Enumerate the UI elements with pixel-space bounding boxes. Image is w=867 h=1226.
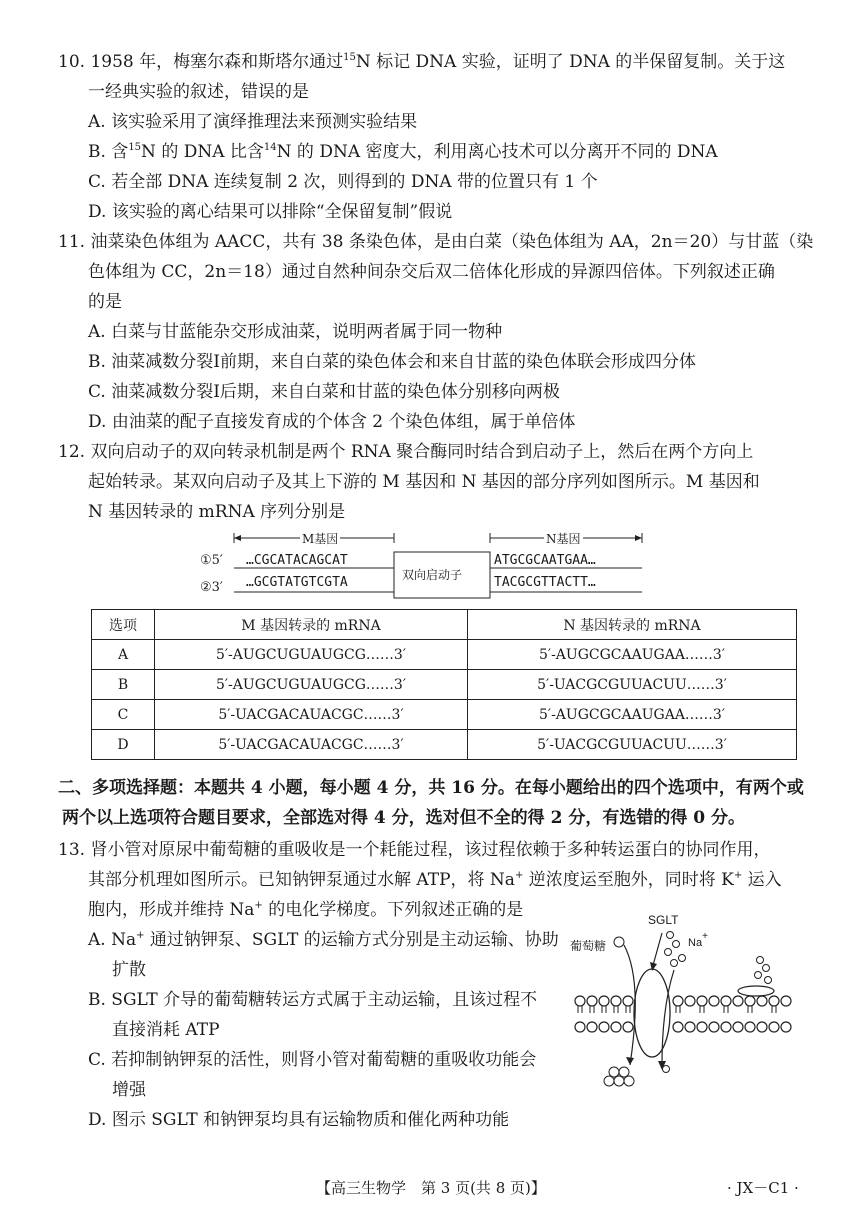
table-cell: C bbox=[92, 700, 155, 730]
footer-page-info: 【高三生物学 第 3 页(共 8 页)】 bbox=[316, 1179, 546, 1197]
superscript: + bbox=[733, 870, 743, 881]
q10-text: N 标记 DNA 实验，证明了 DNA 的半保留复制。关于这 bbox=[355, 52, 786, 72]
m-seq2: …GCGTATGTCGTA bbox=[246, 575, 348, 590]
q10-stem-line2: 一经典实验的叙述，错误的是 bbox=[88, 82, 309, 102]
q10-stem-line1 bbox=[58, 47, 785, 77]
m-seq1: …CGCATACAGCAT bbox=[246, 553, 348, 568]
table-cell: 5′-AUGCGCAAUGAA……3′ bbox=[468, 640, 797, 670]
glucose-label: 葡萄糖 bbox=[570, 939, 607, 953]
table-cell: D bbox=[92, 730, 155, 760]
q13-stem-line1: 13. 肾小管对原尿中葡萄糖的重吸收是一个耗能过程，该过程依赖于多种转运蛋白的协同作用， bbox=[58, 840, 771, 860]
table-row bbox=[92, 640, 797, 670]
table-header: N 基因转录的 mRNA bbox=[468, 610, 797, 640]
q13-text: 其部分机理如图所示。已知钠钾泵通过水解 ATP，将 Na bbox=[88, 870, 515, 890]
q13-option-c: C. 若抑制钠钾泵的活性，则肾小管对葡萄糖的重吸收功能会 bbox=[88, 1050, 537, 1070]
q11-option-c: C. 油菜减数分裂Ⅰ后期，来自白菜和甘蓝的染色体分别移向两极 bbox=[88, 382, 560, 402]
q10-text: N 的 DNA 密度大，利用离心技术可以分离开不同的 DNA bbox=[276, 142, 718, 162]
q11-stem-line3: 的是 bbox=[88, 292, 122, 312]
q13-option-a-cont: 扩散 bbox=[112, 960, 146, 980]
q13-stem-line2 bbox=[88, 865, 782, 895]
na-label bbox=[688, 931, 708, 949]
superscript: + bbox=[702, 931, 708, 942]
q11-option-b: B. 油菜减数分裂Ⅰ前期，来自白菜的染色体会和来自甘蓝的染色体联会形成四分体 bbox=[88, 352, 697, 372]
q11-stem-line2: 色体组为 CC，2n＝18）通过自然种间杂交后双二倍体化形成的异源四倍体。下列叙述正确 bbox=[88, 262, 775, 282]
superscript: 14 bbox=[263, 142, 277, 153]
section2-heading-line2: 两个以上选项符合题目要求，全部选对得 4 分，选对但不全的得 2 分，有选错的得 0 分。 bbox=[62, 808, 745, 828]
sglt-label: SGLT bbox=[648, 913, 679, 927]
table-row bbox=[92, 700, 797, 730]
superscript: + bbox=[136, 930, 145, 941]
section2-heading-line1: 二、多项选择题：本题共 4 小题，每小题 4 分，共 16 分。在每小题给出的四个选项中，有两个或 bbox=[58, 778, 804, 798]
superscript: + bbox=[254, 900, 263, 911]
q13-text: A. Na bbox=[88, 930, 137, 950]
q12-stem-line3: N 基因转录的 mRNA 序列分别是 bbox=[88, 502, 346, 522]
table-cell: 5′-UACGACAUACGC……3′ bbox=[155, 700, 468, 730]
q13-text: 通过钠钾泵、SGLT 的运输方式分别是主动运输、协助 bbox=[144, 930, 559, 950]
q10-option-d: D. 该实验的离心结果可以排除“全保留复制”假说 bbox=[88, 202, 453, 222]
q12-stem-line1: 12. 双向启动子的双向转录机制是两个 RNA 聚合酶同时结合到启动子上，然后在两个方向上 bbox=[58, 442, 754, 462]
q10-option-b bbox=[88, 137, 718, 167]
table-cell: A bbox=[92, 640, 155, 670]
q12-stem-line2: 起始转录。某双向启动子及其上下游的 M 基因和 N 基因的部分序列如图所示。M 基因和 bbox=[88, 472, 760, 492]
q13-text: 逆浓度运至胞外，同时将 K bbox=[523, 870, 734, 890]
na-text: Na bbox=[688, 937, 703, 949]
table-cell: 5′-UACGCGUUACUU……3′ bbox=[468, 670, 797, 700]
n-seq2: TACGCGTTACTT… bbox=[494, 575, 596, 590]
table-row bbox=[92, 670, 797, 700]
strand2-label: ②3′ bbox=[200, 580, 223, 595]
table-header-row bbox=[92, 610, 797, 640]
q13-option-d: D. 图示 SGLT 和钠钾泵均具有运输物质和催化两种功能 bbox=[88, 1110, 510, 1130]
table-cell: 5′-UACGCGUUACUU……3′ bbox=[468, 730, 797, 760]
q10-text: N 的 DNA 比含 bbox=[141, 142, 264, 162]
dna-figure bbox=[200, 530, 648, 600]
table-cell: B bbox=[92, 670, 155, 700]
superscript: 15 bbox=[128, 142, 142, 153]
q13-text: 胞内，形成并维持 Na bbox=[88, 900, 255, 920]
table-header: M 基因转录的 mRNA bbox=[155, 610, 468, 640]
q13-option-a bbox=[88, 925, 559, 955]
table-cell: 5′-AUGCGCAAUGAA……3′ bbox=[468, 700, 797, 730]
q11-option-d: D. 由油菜的配子直接发育成的个体含 2 个染色体组，属于单倍体 bbox=[88, 412, 576, 432]
membrane-figure bbox=[570, 913, 805, 1095]
superscript: + bbox=[514, 870, 524, 881]
table-cell: 5′-AUGCUGUAUGCG……3′ bbox=[155, 670, 468, 700]
q13-text: 运入 bbox=[742, 870, 782, 890]
q11-option-a: A. 白菜与甘蓝能杂交形成油菜，说明两者属于同一物种 bbox=[88, 322, 503, 342]
n-gene-label: N基因 bbox=[546, 532, 581, 546]
q12-answer-table bbox=[91, 609, 797, 760]
n-seq1: ATGCGCAATGAA… bbox=[494, 553, 596, 568]
table-header: 选项 bbox=[92, 610, 155, 640]
promoter-label: 双向启动子 bbox=[402, 568, 463, 582]
q13-option-b: B. SGLT 介导的葡萄糖转运方式属于主动运输，且该过程不 bbox=[88, 990, 538, 1010]
table-cell: 5′-AUGCUGUAUGCG……3′ bbox=[155, 640, 468, 670]
q10-text: B. 含 bbox=[88, 142, 129, 162]
q13-option-c-cont: 增强 bbox=[112, 1080, 146, 1100]
q13-option-b-cont: 直接消耗 ATP bbox=[112, 1020, 220, 1040]
table-cell: 5′-UACGACAUACGC……3′ bbox=[155, 730, 468, 760]
superscript: 15 bbox=[343, 52, 356, 63]
strand1-label: ①5′ bbox=[200, 553, 223, 568]
q13-text: 的电化学梯度。下列叙述正确的是 bbox=[262, 900, 524, 920]
q11-stem-line1: 11. 油菜染色体组为 AACC，共有 38 条染色体，是由白菜（染色体组为 AA，2n＝20）与甘蓝（染 bbox=[58, 232, 814, 252]
q10-option-a: A. 该实验采用了演绎推理法来预测实验结果 bbox=[88, 112, 418, 132]
table-row bbox=[92, 730, 797, 760]
q10-text: 10. 1958 年，梅塞尔森和斯塔尔通过 bbox=[58, 52, 344, 72]
q10-option-c: C. 若全部 DNA 连续复制 2 次，则得到的 DNA 带的位置只有 1 个 bbox=[88, 172, 598, 192]
m-gene-label: M基因 bbox=[302, 532, 339, 546]
footer-code: · JX－C1 · bbox=[727, 1179, 799, 1197]
q13-stem-line3 bbox=[88, 895, 523, 925]
